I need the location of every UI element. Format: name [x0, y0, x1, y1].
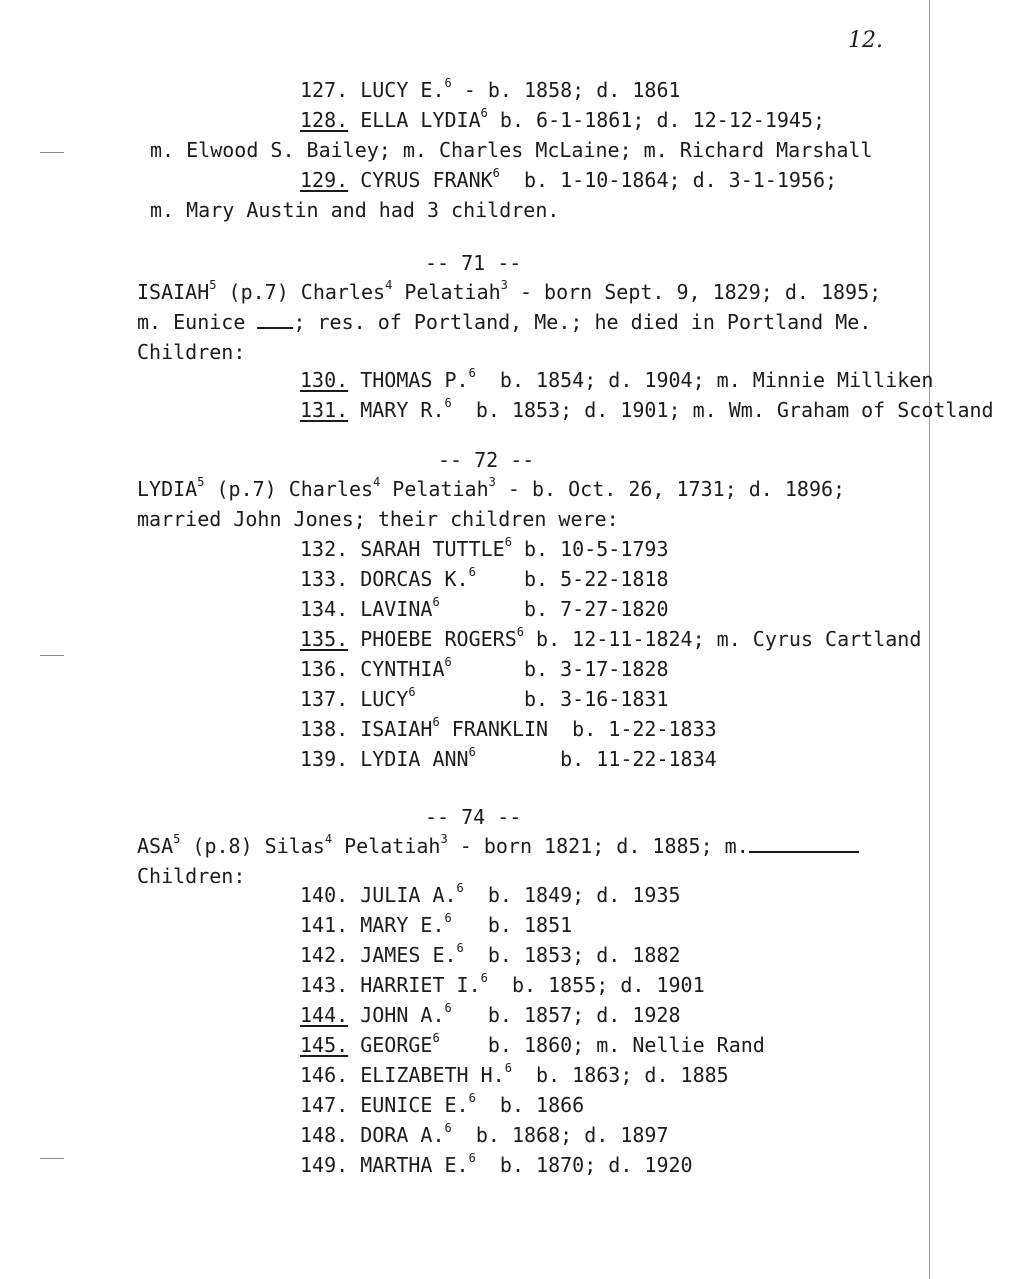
- blank-line: [749, 835, 859, 853]
- entry-name: LYDIA ANN: [360, 747, 469, 771]
- entry-number: 147.: [300, 1093, 349, 1117]
- child-entry: [300, 717, 717, 741]
- section-74-header: ASA$^5$ (p.8) Silas$^4$ Pelatiah$^3$ - born 1821; d. 1885; m.: [137, 834, 859, 858]
- child-entry: [300, 747, 717, 771]
- section-heading-71: -- 71 --: [425, 251, 522, 275]
- entry-details: b. 1853; d. 1901; m. Wm. Graham of Scotland: [451, 398, 994, 422]
- entry-number: 131.: [300, 398, 349, 422]
- child-entry: [300, 913, 572, 937]
- generation-sup: 6: [468, 745, 476, 760]
- entry-details: b. 6-1-1861; d. 12-12-1945;: [487, 108, 826, 132]
- child-entry: [300, 1153, 693, 1177]
- entry-name: GEORGE: [360, 1033, 433, 1057]
- entry-details: b. 1851: [451, 913, 573, 937]
- generation-sup: 6: [432, 595, 440, 610]
- entry-name: DORCAS K.: [360, 567, 469, 591]
- child-entry: [300, 1123, 669, 1147]
- section-heading-74: -- 74 --: [425, 805, 522, 829]
- generation-sup: 6: [468, 565, 476, 580]
- entry-name: ELLA LYDIA: [360, 108, 481, 132]
- generation-sup: 6: [468, 366, 476, 381]
- entry-name: ISAIAH: [360, 717, 433, 741]
- entry-name: HARRIET I.: [360, 973, 481, 997]
- entry-number: 143.: [300, 973, 349, 997]
- entry-number: 136.: [300, 657, 349, 681]
- entry-name: LAVINA: [360, 597, 433, 621]
- entry-details: FRANKLIN b. 1-22-1833: [439, 717, 717, 741]
- entry-number: 140.: [300, 883, 349, 907]
- section-heading-72: -- 72 --: [438, 448, 535, 472]
- generation-sup: 6: [408, 685, 416, 700]
- entry-name: MARY R.: [360, 398, 445, 422]
- generation-sup: 6: [444, 1121, 452, 1136]
- entry-name: MARTHA E.: [360, 1153, 469, 1177]
- entry-128-marriages: m. Elwood S. Bailey; m. Charles McLaine; m. Richard Marshall: [150, 138, 873, 162]
- entry-name: CYRUS FRANK: [360, 168, 493, 192]
- child-entry: [300, 597, 668, 621]
- entry-number: 144.: [300, 1003, 349, 1027]
- entry-details: b. 1855; d. 1901: [487, 973, 705, 997]
- entry-number: 128.: [300, 108, 349, 132]
- child-entry: [300, 1033, 765, 1057]
- entry-number: 149.: [300, 1153, 349, 1177]
- generation-sup: 6: [468, 1091, 476, 1106]
- generation-sup: 6: [444, 655, 452, 670]
- person-name: LYDIA: [137, 477, 198, 501]
- entry-details: - b. 1858; d. 1861: [451, 78, 681, 102]
- person-name: ASA: [137, 834, 174, 858]
- child-entry: [300, 687, 669, 711]
- generation-sup: 6: [504, 535, 512, 550]
- child-entry: [300, 883, 681, 907]
- entry-128: [300, 108, 825, 132]
- section-72-intro: married John Jones; their children were:: [137, 507, 619, 531]
- page-number: 12.: [848, 28, 883, 53]
- entry-details: b. 7-27-1820: [439, 597, 669, 621]
- entry-details: b. 1870; d. 1920: [475, 1153, 693, 1177]
- generation-sup: 6: [432, 1031, 440, 1046]
- entry-number: 135.: [300, 627, 349, 651]
- entry-details: b. 1866: [475, 1093, 585, 1117]
- entry-name: THOMAS P.: [360, 368, 469, 392]
- section-72-header: LYDIA$^5$ (p.7) Charles$^4$ Pelatiah$^3$ - b. Oct. 26, 1731; d. 1896;: [137, 475, 846, 501]
- child-entry: [300, 368, 933, 392]
- entry-name: EUNICE E.: [360, 1093, 469, 1117]
- entry-details: b. 1863; d. 1885: [511, 1063, 729, 1087]
- entry-details: b. 1849; d. 1935: [463, 883, 681, 907]
- entry-name: ELIZABETH H.: [360, 1063, 505, 1087]
- child-entry: [300, 627, 921, 651]
- generation-sup: 6: [492, 166, 500, 181]
- child-entry: [300, 1003, 681, 1027]
- entry-details: b. 3-16-1831: [415, 687, 669, 711]
- entry-number: 139.: [300, 747, 349, 771]
- entry-details: b. 5-22-1818: [475, 567, 669, 591]
- blank-line: [257, 311, 293, 329]
- entry-number: 127.: [300, 78, 349, 102]
- entry-129-marriage: m. Mary Austin and had 3 children.: [150, 198, 560, 222]
- entry-number: 142.: [300, 943, 349, 967]
- generation-sup: 6: [444, 396, 452, 411]
- entry-details: b. 1860; m. Nellie Rand: [439, 1033, 765, 1057]
- child-entry: [300, 973, 705, 997]
- section-71-header: ISAIAH$^5$ (p.7) Charles$^4$ Pelatiah$^3$ - born Sept. 9, 1829; d. 1895;: [137, 278, 882, 304]
- entry-number: 141.: [300, 913, 349, 937]
- generation-sup: 6: [444, 1001, 452, 1016]
- entry-number: 133.: [300, 567, 349, 591]
- generation-sup: 6: [480, 971, 488, 986]
- entry-details: b. 11-22-1834: [475, 747, 717, 771]
- entry-number: 129.: [300, 168, 349, 192]
- entry-129: [300, 168, 837, 192]
- generation-sup: 6: [456, 881, 464, 896]
- margin-tick-mark: [40, 1158, 64, 1159]
- entry-name: SARAH TUTTLE: [360, 537, 505, 561]
- entry-details: b. 12-11-1824; m. Cyrus Cartland: [524, 627, 922, 651]
- entry-number: 130.: [300, 368, 349, 392]
- generation-sup: 6: [468, 1151, 476, 1166]
- generation-sup: 6: [456, 941, 464, 956]
- entry-number: 148.: [300, 1123, 349, 1147]
- entry-number: 134.: [300, 597, 349, 621]
- entry-details: b. 1853; d. 1882: [463, 943, 681, 967]
- margin-tick-mark: [40, 152, 64, 153]
- entry-name: LUCY: [360, 687, 409, 711]
- entry-details: b. 1857; d. 1928: [451, 1003, 681, 1027]
- section-71-residence: m. Eunice ; res. of Portland, Me.; he died in Portland Me.: [137, 310, 872, 334]
- entry-details: b. 1-10-1864; d. 3-1-1956;: [499, 168, 838, 192]
- entry-name: DORA A.: [360, 1123, 445, 1147]
- entry-name: JAMES E.: [360, 943, 457, 967]
- generation-sup: 6: [504, 1061, 512, 1076]
- child-entry: [300, 1063, 729, 1087]
- generation-sup: 6: [516, 625, 524, 640]
- entry-name: LUCY E.: [360, 78, 445, 102]
- child-entry: [300, 567, 668, 591]
- generation-sup: 6: [432, 715, 440, 730]
- entry-name: PHOEBE ROGERS: [360, 627, 517, 651]
- entry-number: 146.: [300, 1063, 349, 1087]
- entry-name: JULIA A.: [360, 883, 457, 907]
- child-entry: [300, 1093, 584, 1117]
- children-label: Children:: [137, 864, 246, 888]
- entry-details: b. 1868; d. 1897: [451, 1123, 669, 1147]
- entry-name: MARY E.: [360, 913, 445, 937]
- entry-number: 132.: [300, 537, 349, 561]
- child-entry: [300, 398, 994, 422]
- entry-number: 145.: [300, 1033, 349, 1057]
- generation-sup: 6: [444, 76, 452, 91]
- entry-details: b. 1854; d. 1904; m. Minnie Milliken: [475, 368, 934, 392]
- entry-number: 137.: [300, 687, 349, 711]
- children-label: Children:: [137, 340, 246, 364]
- entry-details: b. 10-5-1793: [511, 537, 669, 561]
- generation-sup: 6: [480, 106, 488, 121]
- margin-tick-mark: [40, 655, 64, 656]
- entry-name: JOHN A.: [360, 1003, 445, 1027]
- entry-name: CYNTHIA: [360, 657, 445, 681]
- child-entry: [300, 657, 669, 681]
- person-name: ISAIAH: [137, 280, 210, 304]
- entry-number: 138.: [300, 717, 349, 741]
- entry-details: b. 3-17-1828: [451, 657, 669, 681]
- child-entry: [300, 537, 669, 561]
- right-margin-line: [929, 0, 930, 1279]
- generation-sup: 6: [444, 911, 452, 926]
- entry-127: [300, 78, 681, 102]
- child-entry: [300, 943, 681, 967]
